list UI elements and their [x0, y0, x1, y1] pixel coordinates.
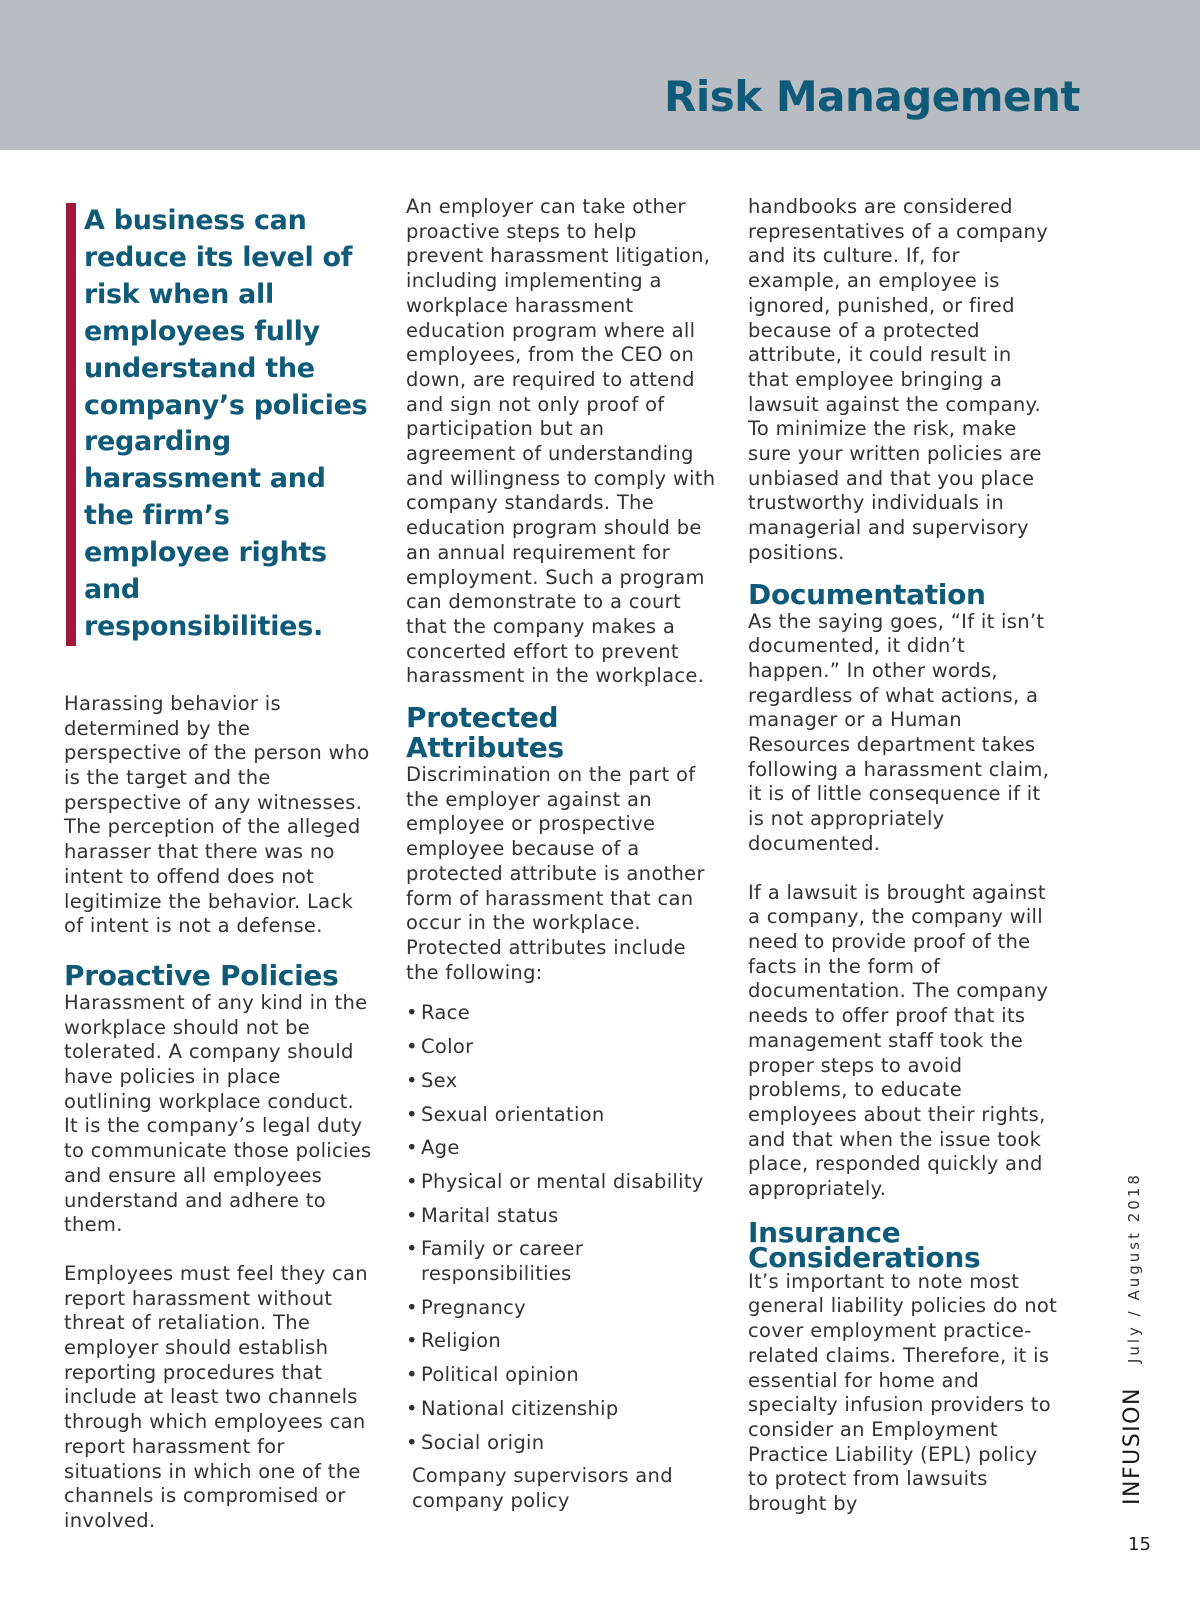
paragraph-proactive-policies: Harassment of any kind in the workplace should not be tolerated. A company should have policies in place outlining workplace conduct. It is the company’s legal duty to communicate those policies and ensure all employees understand and adhere to them. — [64, 990, 372, 1237]
list-item: • Political opinion — [406, 1363, 716, 1388]
list-item: • Sex — [406, 1069, 716, 1094]
list-item: • National citizenship — [406, 1397, 716, 1422]
infusion-logo: INFUSION — [1120, 1387, 1145, 1505]
list-item: • Color — [406, 1035, 716, 1060]
paragraph-supervisors: Company supervisors and company policy — [412, 1464, 673, 1512]
issue-date: July / August 2018 — [1125, 1172, 1143, 1364]
heading-insurance-considerations: Insurance Considerations — [748, 1215, 981, 1274]
paragraph-lawsuit-proof: If a lawsuit is brought against a company, the company will need to provide proof of the facts in the form of documentation. The company needs to offer proof that its management staff took the proper steps to avoid problems, to educate employees about their rights, and that when the issue took place, responded quickly and appropriately. — [748, 880, 1049, 1201]
paragraph-proactive-steps: An employer can take other proactive steps to help prevent harassment litigation, including implementing a workplace harassment education program where all employees, from the CEO on down, are required to attend and sign not only proof of participation but an agreement of understanding and willingness to comply with company standards. The education program should be an annual requirement for employment. Such a program can demonstrate to a court that the company makes a concerted effort to prevent harassment in the workplace. — [406, 195, 716, 688]
column-3 — [748, 195, 1058, 1517]
protected-attributes-list — [406, 1001, 716, 1455]
pull-quote — [66, 203, 374, 646]
column-2 — [406, 195, 716, 1514]
pull-quote-text: A business can reduce its level of risk when all employees fully understand the company’s policies regarding harassment and the firm’s employee rights and responsibilities. — [84, 205, 368, 642]
paragraph-reporting: Employees must feel they can report harassment without threat of retaliation. The employer should establish reporting procedures that include at least two channels through which employees can report harassment for situations in which one of the channels is compromised or involved. — [64, 1261, 368, 1532]
paragraph-protected-attributes: Discrimination on the part of the employer against an employee or prospective employee because of a protected attribute is another form of harassment that can occur in the workplace. Protected attributes include the following: — [406, 763, 705, 984]
heading-protected-attributes: Protected Attributes — [406, 701, 564, 765]
side-brand — [1120, 1172, 1145, 1505]
section-title: Risk Management — [664, 72, 1080, 121]
list-item: • Marital status — [406, 1204, 716, 1229]
list-item: • Age — [406, 1136, 716, 1161]
list-item: • Race — [406, 1001, 716, 1026]
column-1 — [64, 195, 374, 1534]
list-item: • Social origin — [406, 1431, 716, 1456]
header-band — [0, 0, 1200, 150]
paragraph-handbooks: handbooks are considered representatives of a company and its culture. If, for example, an employee is ignored, punished, or fired because of a protected attribute, it could result in that employee bringing a lawsuit against the company. To minimize the risk, make sure your written policies are unbiased and that you place trustworthy individuals in managerial and supervisory positions. — [748, 195, 1049, 564]
list-item: • Pregnancy — [406, 1296, 716, 1321]
list-item: • Physical or mental disability — [406, 1170, 716, 1195]
paragraph-harassing-behavior: Harassing behavior is determined by the perspective of the person who is the target and the perspective of any witnesses. The perception of the alleged harasser that there was no intent to offend does not legitimize the behavior. Lack of intent is not a defense. — [64, 691, 370, 938]
heading-proactive-policies: Proactive Policies — [64, 958, 339, 992]
page-number: 15 — [1128, 1534, 1151, 1555]
list-item: • Sexual orientation — [406, 1103, 716, 1128]
paragraph-insurance: It’s important to note most general liability policies do not cover employment practice-related claims. Therefore, it is essential for home and specialty infusion providers to consider an Employment Practice Liability (EPL) policy to protect from lawsuits brought by — [748, 1269, 1058, 1516]
list-item: • Family or career responsibilities — [406, 1237, 716, 1286]
paragraph-documentation: As the saying goes, “If it isn’t documented, it didn’t happen.” In other words, regardless of what actions, a manager or a Human Resources department takes following a harassment claim, it is of little consequence if it is not appropriately documented. — [748, 609, 1050, 855]
heading-documentation: Documentation — [748, 577, 986, 611]
list-item: • Religion — [406, 1329, 716, 1354]
